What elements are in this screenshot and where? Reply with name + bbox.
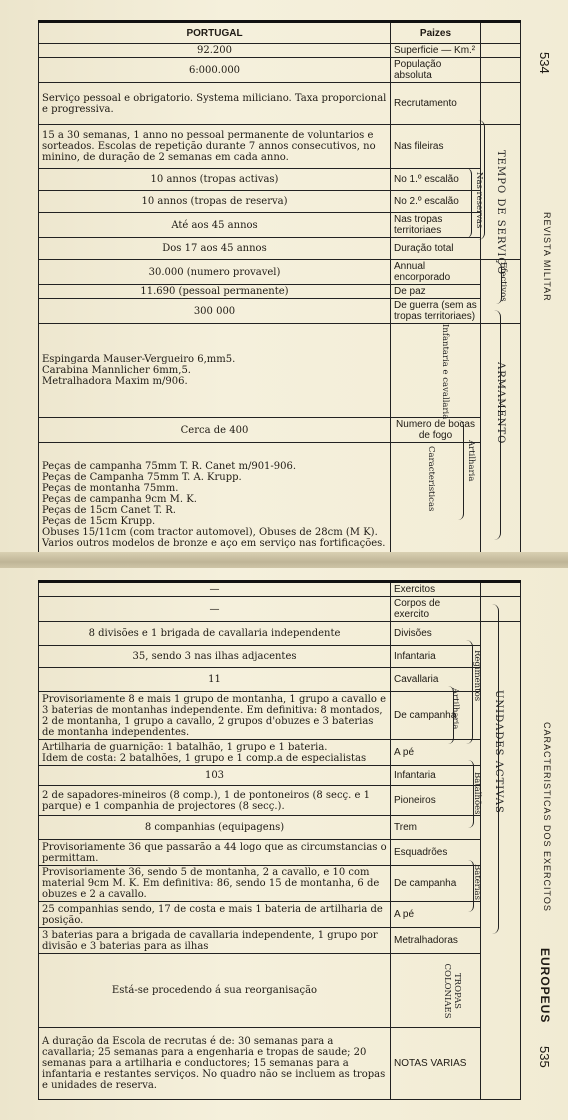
group-nas-reservas: Nas reservas (474, 172, 484, 229)
label-pioneiros: Pioneiros (391, 786, 481, 816)
value-art-campanha: Provisoriamente 8 e mais 1 grupo de montanha, 1 grupo a cavallo e 3 baterias de montanhas independente. Em definitiva: 8 montados, 2 de montanha, 1 grupo a cavallo, 2 grupos d'obuzes e 3 baterias de montanha independentes. (39, 692, 391, 740)
label-territoriaes: Nas tropas territoriaes (391, 213, 481, 238)
label-reg-infantaria: Infantaria (391, 646, 481, 668)
label-art-campanha: De campanha (391, 692, 481, 740)
group-armamento: ARMAMENTO (495, 362, 506, 445)
brace-regimentos (466, 640, 473, 744)
brace-armamento (494, 310, 501, 540)
value-bocas-fogo: Cerca de 400 (39, 418, 391, 443)
group-artilharia-bottom: Artilharia (450, 688, 460, 730)
value-de-paz: 11.690 (pessoal permanente) (39, 285, 391, 299)
label-exercitos: Exercitos (391, 582, 481, 597)
label-populacao: População absoluta (391, 58, 481, 83)
running-head-caracteristicas: CARACTERISTICAS DOS EXERCITOS (542, 722, 552, 912)
value-recrutamento: Serviço pessoal e obrigatorio. Systema miliciano. Taxa proporcional e progressiva. (39, 83, 391, 125)
value-baterias-campanha: Provisoriamente 36, sendo 5 de montanha, 2 a cavallo, e 10 com material 9cm M. K. Em definitiva: 86, sendo 15 de montanha, 6 de obuzes e 2 a cavallo. (39, 866, 391, 902)
label-superficie: Superficie — Km.² (391, 44, 481, 58)
brace-unidades (492, 604, 499, 934)
brace-batalhoes (468, 760, 474, 828)
value-2-escalao: 10 annos (tropas de reserva) (39, 191, 391, 213)
value-artilharia-material: Peças de campanha 75mm T. R. Canet m/901-906. Peças de Campanha 75mm T. A. Krupp. Peças de montanha 75mm. Peças de campanha 9cm M. K. Peças de 15cm Canet T. R. Peças de 15cm Krupp. Obuses 15/11cm (com tractor automovel), Obuses de 28cm (M K). Varios outros modelos de bronze e aço em serviço nas fortificações. (39, 443, 391, 567)
value-notas-varias: A duração da Escola de recrutas é de: 30 semanas para a cavallaria; 25 semanas para a engenharia e tropas de saude; 20 semanas para a artilharia e conductores; 15 semanas para a infantaria e restantes serviços. No quadro não se incluem as tropas e unidades de reserva. (39, 1028, 391, 1100)
value-corpos: — (39, 597, 391, 622)
group-infantaria-cavallaria: Infantaria e cavallaria (440, 324, 450, 420)
group-tropas-coloniaes: TROPAS COLONIAES (442, 963, 462, 1019)
group-artilharia-top: Artilharia (466, 440, 476, 482)
label-bocas-fogo: Numero de bocas de fogo (391, 418, 481, 443)
label-de-guerra: De guerra (sem as tropas territoriaes) (391, 299, 481, 324)
brace-reservas (466, 168, 472, 238)
value-art-a-pe: Artilharia de guarnição: 1 batalhão, 1 grupo e 1 bateria. Idem de costa: 2 batalhões, 1 grupo e 1 comp.a de especialistas (39, 740, 391, 766)
label-2-escalao: No 2.º escalão (391, 191, 481, 213)
value-divisoes: 8 divisões e 1 brigada de cavallaria independente (39, 622, 391, 646)
running-head-europeus: EUROPEUS (538, 948, 552, 1024)
label-art-a-pe: A pé (391, 740, 481, 766)
value-1-escalao: 10 annos (tropas activas) (39, 169, 391, 191)
value-tropas-coloniaes: Está-se procedendo á sua reorganisação (39, 954, 391, 1028)
label-esquadroes: Esquadrões (391, 840, 481, 866)
brace-baterias (468, 860, 474, 912)
value-armas-portateis: Espingarda Mauser-Vergueiro 6,mm5. Carabina Mannlicher 6mm,5. Metralhadora Maxim m/906. (39, 324, 391, 418)
value-pioneiros: 2 de sapadores-mineiros (8 comp.), 1 de pontoneiros (8 secç. e 1 parque) e 1 companhia de projectores (8 secç.). (39, 786, 391, 816)
value-territoriaes: Até aos 45 annos (39, 213, 391, 238)
value-populacao: 6:000.000 (39, 58, 391, 83)
value-baterias-a-pe: 25 companhias sendo, 17 de costa e mais 1 bateria de artilharia de posição. (39, 902, 391, 928)
page-number-534: 534 (537, 52, 552, 74)
header-portugal: PORTUGAL (39, 22, 391, 44)
label-notas-varias: NOTAS VARIAS (391, 1028, 481, 1100)
portugal-table-top (38, 20, 521, 567)
group-unidades-activas: UNIDADES ACTIVAS (493, 690, 504, 814)
value-duracao-total: Dos 17 aos 45 annos (39, 238, 391, 260)
group-caracteristicas: Caracteristicas (426, 446, 436, 512)
header-paizes: Paizes (391, 22, 481, 44)
brace-efectivos (496, 262, 502, 304)
label-encorporado: Annual encorporado (391, 260, 481, 285)
brace-artilharia (458, 420, 464, 520)
value-superficie: 92.200 (39, 44, 391, 58)
value-bat-infantaria: 103 (39, 766, 391, 786)
value-reg-cavallaria: 11 (39, 668, 391, 692)
value-esquadroes: Provisoriamente 36 que passarão a 44 logo que as circumstancias o permittam. (39, 840, 391, 866)
label-reg-cavallaria: Cavallaria (391, 668, 481, 692)
value-encorporado: 30.000 (numero provavel) (39, 260, 391, 285)
running-head-revista: REVISTA MILITAR (542, 212, 552, 302)
group-baterias: Baterias (472, 864, 482, 900)
brace-tempo (478, 120, 485, 240)
label-corpos: Corpos de exercito (391, 597, 481, 622)
page-534 (0, 0, 568, 556)
tropas-coloniaes-cell (391, 954, 481, 1028)
label-divisoes: Divisões (391, 622, 481, 646)
value-trem: 8 companhias (equipagens) (39, 816, 391, 840)
value-exercitos: — (39, 582, 391, 597)
label-duracao-total: Duração total (391, 238, 481, 260)
group-batalhoes: Batalhões (472, 772, 482, 815)
label-baterias-a-pe: A pé (391, 902, 481, 928)
group-tempo-servico: TEMPO DE SERVIÇO (495, 150, 506, 276)
label-de-paz: De paz (391, 285, 481, 299)
label-1-escalao: No 1.º escalão (391, 169, 481, 191)
group-efectivos: Efectivos (498, 262, 508, 302)
label-metralhadoras: Metralhadoras (391, 928, 481, 954)
value-de-guerra: 300 000 (39, 299, 391, 324)
group-regimentos: Regimentos (472, 650, 482, 702)
value-reg-infantaria: 35, sendo 3 nas ilhas adjacentes (39, 646, 391, 668)
label-trem: Trem (391, 816, 481, 840)
label-recrutamento: Recrutamento (391, 83, 481, 125)
label-baterias-campanha: De campanha (391, 866, 481, 902)
value-nas-fileiras: 15 a 30 semanas, 1 anno no pessoal permanente de voluntarios e sorteados. Escolas de repetição durante 7 annos consecutivos, no minino, de duração de 2 semanas em cada anno. (39, 125, 391, 169)
brace-artilharia-bottom (448, 686, 454, 744)
label-nas-fileiras: Nas fileiras (391, 125, 481, 169)
label-bat-infantaria: Infantaria (391, 766, 481, 786)
value-metralhadoras: 3 baterias para a brigada de cavallaria independente, 1 grupo por divisão e 3 baterias para as ilhas (39, 928, 391, 954)
infantaria-cavallaria-cell (391, 324, 481, 418)
page-number-535: 535 (537, 1046, 552, 1068)
